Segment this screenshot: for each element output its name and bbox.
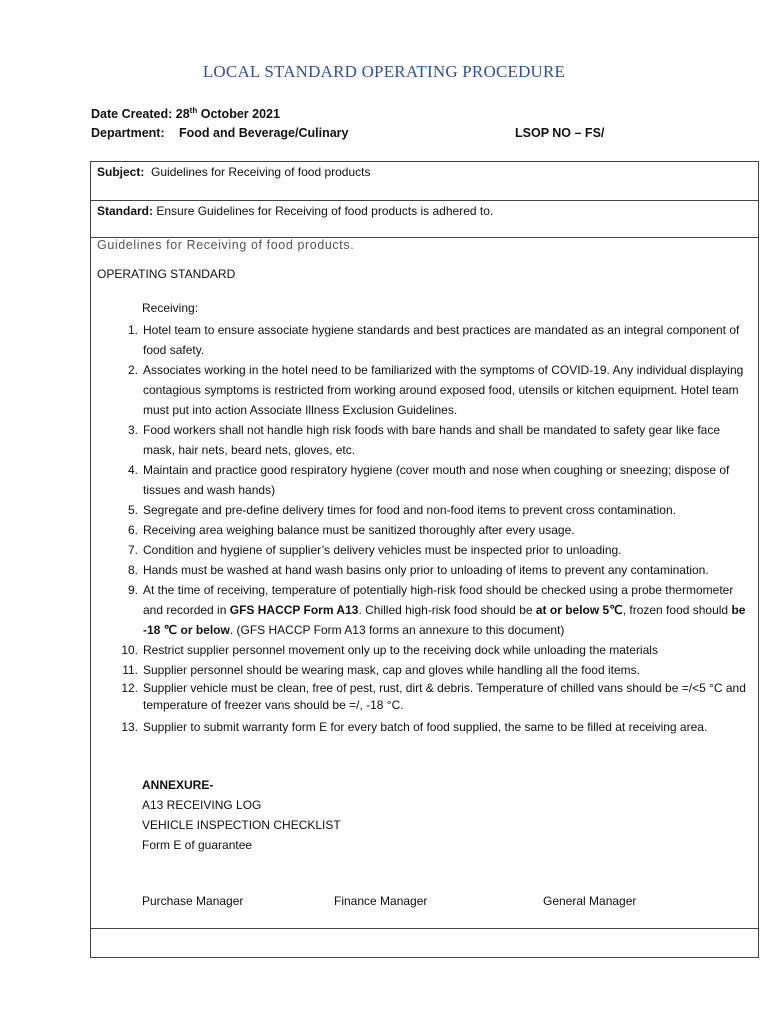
subject-value: Guidelines for Receiving of food products — [151, 165, 371, 179]
subject-line — [97, 165, 370, 179]
standard-cell — [90, 200, 759, 238]
list-item-number: 9. — [127, 583, 138, 597]
list-item-number: 4. — [127, 463, 138, 477]
list-item — [114, 360, 754, 420]
list-item-text: Restrict supplier personnel movement only up to the receiving dock while unloading the materials — [143, 643, 658, 657]
department-label: Department: — [91, 126, 165, 140]
list-item-number: 7. — [127, 543, 138, 557]
date-created-rest: October 2021 — [200, 107, 280, 121]
standard-value: Ensure Guidelines for Receiving of food products is adhered to. — [156, 204, 494, 218]
list-item — [114, 420, 754, 460]
list-item-number: 5. — [127, 503, 138, 517]
list-item-number: 6. — [127, 523, 138, 537]
annexure-title: ANNEXURE- — [142, 778, 214, 792]
list-item-number: 13. — [121, 720, 138, 734]
list-item — [114, 580, 754, 640]
date-created-suffix: th — [189, 106, 198, 115]
annexure-item: VEHICLE INSPECTION CHECKLIST — [142, 818, 341, 832]
list-item-text-part: . Chilled high-risk food should be — [358, 603, 536, 617]
list-item — [114, 560, 754, 580]
list-item-text-part: , frozen food should — [622, 603, 732, 617]
standard-line — [97, 204, 493, 218]
list-item-number: 12. — [121, 681, 138, 695]
list-item-text: Hands must be washed at hand wash basins only prior to unloading of items to prevent any contamination. — [143, 563, 709, 577]
list-item-text: Supplier personnel should be wearing mask, cap and gloves while handling all the food items. — [143, 663, 640, 677]
list-item-number: 1. — [127, 323, 138, 337]
list-item-emphasis: at or below 5℃ — [535, 603, 623, 617]
lsop-number: LSOP NO – FS/ — [515, 126, 605, 140]
list-item-number: 10. — [121, 643, 138, 657]
signature-general-manager: General Manager — [543, 894, 637, 908]
list-item-emphasis: GFS HACCP Form A13 — [229, 603, 359, 617]
footer-cell — [90, 928, 759, 958]
date-created-label: Date Created: — [91, 107, 173, 121]
list-item — [114, 520, 754, 540]
annexure-item: A13 RECEIVING LOG — [142, 798, 262, 812]
list-item — [114, 320, 754, 360]
list-item — [114, 540, 754, 560]
guidelines-heading: Guidelines for Receiving of food products. — [97, 238, 355, 252]
date-created-day: 28 — [175, 107, 190, 121]
standard-label: Standard: — [97, 204, 154, 218]
procedure-list — [114, 320, 754, 737]
list-item-number: 11. — [122, 663, 138, 677]
list-item-text: Supplier vehicle must be clean, free of pest, rust, dirt & debris. Temperature of chilled vans should be =/<5 °C and temperature of freezer vans should be =/, -18 °C. — [143, 681, 746, 712]
list-item-text — [143, 583, 745, 637]
list-item-emphasis: be -18 ℃ or below — [143, 603, 746, 637]
list-item-text: Hotel team to ensure associate hygiene standards and best practices are mandated as an integral component of food safety. — [143, 323, 740, 357]
department-value: Food and Beverage/Culinary — [179, 126, 349, 140]
list-item-text-part: . (GFS HACCP Form A13 forms an annexure to this document) — [229, 623, 565, 637]
list-item-text: Receiving area weighing balance must be sanitized thoroughly after every usage. — [143, 523, 575, 537]
list-item-number: 2. — [127, 363, 138, 377]
subject-cell — [90, 161, 759, 201]
list-item-number: 3. — [127, 423, 138, 437]
list-item-text: Associates working in the hotel need to be familiarized with the symptoms of COVID-19. Any individual displaying contagious symptoms is restricted from working around exposed food, utensils or kitchen equipment. Hotel team must put into action Associate Illness Exclusion Guidelines. — [143, 363, 744, 417]
list-item-text: Supplier to submit warranty form E for every batch of food supplied, the same to be filled at receiving area. — [143, 720, 708, 734]
procedure-body — [90, 237, 759, 929]
list-item-text-part: At the time of receiving, temperature of potentially high-risk food should be checked using a probe thermometer and recorded in — [143, 583, 734, 617]
annexure-item: Form E of guarantee — [142, 838, 253, 852]
signature-purchase-manager: Purchase Manager — [142, 894, 244, 908]
list-item — [114, 460, 754, 500]
operating-standard-heading: OPERATING STANDARD — [97, 267, 236, 281]
receiving-heading: Receiving: — [142, 301, 199, 315]
list-item-text: Segregate and pre-define delivery times for food and non-food items to prevent cross contamination. — [143, 503, 676, 517]
document-title: LOCAL STANDARD OPERATING PROCEDURE — [202, 62, 566, 81]
list-item-text: Maintain and practice good respiratory hygiene (cover mouth and nose when coughing or sneezing; dispose of tissues and wash hands) — [143, 463, 730, 497]
date-created — [91, 107, 280, 121]
list-item-text: Condition and hygiene of supplier’s delivery vehicles must be inspected prior to unloading. — [143, 543, 622, 557]
list-item — [114, 680, 754, 714]
list-item-number: 8. — [127, 563, 138, 577]
subject-label: Subject: — [97, 165, 145, 179]
list-item-text: Food workers shall not handle high risk foods with bare hands and shall be mandated to safety gear like face mask, hair nets, beard nets, gloves, etc. — [143, 423, 721, 457]
department-line — [91, 126, 691, 140]
list-item — [114, 660, 754, 680]
signature-finance-manager: Finance Manager — [334, 894, 428, 908]
annexure-block — [142, 775, 341, 855]
list-item — [114, 640, 754, 660]
list-item — [114, 500, 754, 520]
list-item — [114, 717, 754, 737]
